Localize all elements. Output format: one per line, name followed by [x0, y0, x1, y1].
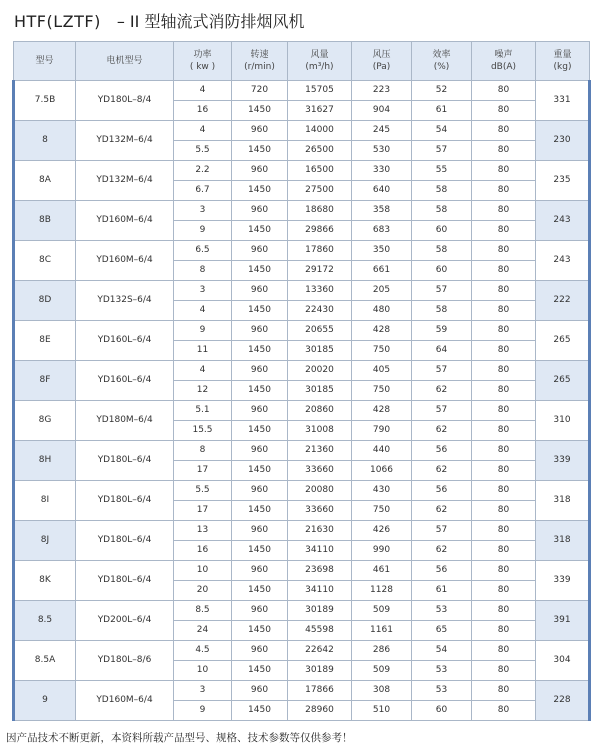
cell-noise: 80 — [472, 281, 536, 301]
cell-motor: YD180L–6/4 — [76, 481, 174, 521]
cell-speed: 960 — [232, 481, 288, 501]
table-row — [14, 561, 590, 581]
cell-efficiency: 57 — [412, 361, 472, 381]
cell-efficiency: 62 — [412, 501, 472, 521]
cell-power: 11 — [174, 341, 232, 361]
cell-noise: 80 — [472, 661, 536, 681]
cell-motor: YD160M–6/4 — [76, 241, 174, 281]
table-row — [14, 161, 590, 181]
cell-speed: 960 — [232, 281, 288, 301]
cell-power: 9 — [174, 701, 232, 721]
cell-pressure: 1161 — [352, 621, 412, 641]
header-noise — [472, 42, 536, 81]
cell-pressure: 461 — [352, 561, 412, 581]
cell-flow: 30189 — [288, 601, 352, 621]
cell-power: 3 — [174, 681, 232, 701]
cell-weight: 265 — [536, 361, 590, 401]
cell-pressure: 430 — [352, 481, 412, 501]
title-series: – II 型轴流式消防排烟风机 — [116, 12, 305, 31]
cell-noise: 80 — [472, 501, 536, 521]
cell-efficiency: 54 — [412, 641, 472, 661]
cell-motor: YD200L–6/4 — [76, 601, 174, 641]
cell-noise: 80 — [472, 381, 536, 401]
cell-speed: 1450 — [232, 501, 288, 521]
cell-power: 4 — [174, 301, 232, 321]
page-title — [14, 9, 304, 32]
cell-speed: 1450 — [232, 621, 288, 641]
cell-speed: 960 — [232, 521, 288, 541]
header-weight-label: 重量 — [553, 50, 572, 60]
cell-motor: YD132M–6/4 — [76, 161, 174, 201]
cell-flow: 33660 — [288, 461, 352, 481]
cell-power: 10 — [174, 661, 232, 681]
cell-motor: YD160M–6/4 — [76, 201, 174, 241]
cell-noise: 80 — [472, 641, 536, 661]
cell-efficiency: 57 — [412, 141, 472, 161]
cell-weight: 243 — [536, 241, 590, 281]
header-model — [14, 42, 76, 81]
cell-power: 2.2 — [174, 161, 232, 181]
cell-speed: 1450 — [232, 181, 288, 201]
cell-noise: 80 — [472, 481, 536, 501]
cell-weight: 310 — [536, 401, 590, 441]
cell-power: 6.5 — [174, 241, 232, 261]
cell-efficiency: 59 — [412, 321, 472, 341]
cell-pressure: 405 — [352, 361, 412, 381]
header-weight-unit: (kg) — [553, 62, 572, 72]
cell-pressure: 510 — [352, 701, 412, 721]
cell-noise: 80 — [472, 601, 536, 621]
cell-pressure: 509 — [352, 661, 412, 681]
footer-note: 因产品技术不断更新，本资料所载产品型号、规格、技术参数等仅供参考！ — [6, 732, 353, 744]
cell-power: 9 — [174, 221, 232, 241]
cell-pressure: 428 — [352, 321, 412, 341]
cell-flow: 30185 — [288, 381, 352, 401]
cell-noise: 80 — [472, 521, 536, 541]
cell-model: 8J — [14, 521, 76, 561]
cell-efficiency: 62 — [412, 421, 472, 441]
header-efficiency — [412, 42, 472, 81]
cell-speed: 1450 — [232, 661, 288, 681]
cell-motor: YD160L–6/4 — [76, 361, 174, 401]
cell-noise: 80 — [472, 401, 536, 421]
spec-table — [12, 41, 591, 721]
table-header-row — [14, 42, 590, 81]
cell-weight: 391 — [536, 601, 590, 641]
cell-weight: 331 — [536, 81, 590, 121]
cell-efficiency: 65 — [412, 621, 472, 641]
cell-pressure: 358 — [352, 201, 412, 221]
cell-weight: 243 — [536, 201, 590, 241]
cell-efficiency: 53 — [412, 681, 472, 701]
cell-efficiency: 62 — [412, 381, 472, 401]
header-motor — [76, 42, 174, 81]
cell-pressure: 205 — [352, 281, 412, 301]
cell-noise: 80 — [472, 141, 536, 161]
cell-power: 5.1 — [174, 401, 232, 421]
cell-noise: 80 — [472, 541, 536, 561]
cell-pressure: 904 — [352, 101, 412, 121]
cell-flow: 20860 — [288, 401, 352, 421]
cell-power: 4 — [174, 81, 232, 101]
cell-speed: 960 — [232, 161, 288, 181]
table-row — [14, 441, 590, 461]
cell-flow: 21360 — [288, 441, 352, 461]
cell-efficiency: 56 — [412, 481, 472, 501]
cell-noise: 80 — [472, 341, 536, 361]
cell-speed: 960 — [232, 201, 288, 221]
cell-speed: 1450 — [232, 141, 288, 161]
cell-efficiency: 58 — [412, 241, 472, 261]
cell-flow: 26500 — [288, 141, 352, 161]
header-motor-label: 电机型号 — [106, 56, 143, 66]
cell-power: 17 — [174, 461, 232, 481]
cell-efficiency: 60 — [412, 221, 472, 241]
cell-pressure: 426 — [352, 521, 412, 541]
cell-flow: 31627 — [288, 101, 352, 121]
cell-pressure: 661 — [352, 261, 412, 281]
cell-noise: 80 — [472, 81, 536, 101]
cell-flow: 18680 — [288, 201, 352, 221]
cell-flow: 30185 — [288, 341, 352, 361]
table-row — [14, 81, 590, 101]
cell-efficiency: 52 — [412, 81, 472, 101]
table-row — [14, 681, 590, 701]
cell-weight: 339 — [536, 561, 590, 601]
table-row — [14, 641, 590, 661]
cell-power: 13 — [174, 521, 232, 541]
cell-power: 3 — [174, 281, 232, 301]
cell-efficiency: 57 — [412, 521, 472, 541]
cell-efficiency: 62 — [412, 541, 472, 561]
cell-weight: 230 — [536, 121, 590, 161]
cell-weight: 228 — [536, 681, 590, 721]
cell-noise: 80 — [472, 201, 536, 221]
cell-power: 8.5 — [174, 601, 232, 621]
header-power-unit: ( kw ) — [189, 62, 216, 72]
cell-pressure: 640 — [352, 181, 412, 201]
cell-flow: 20080 — [288, 481, 352, 501]
cell-noise: 80 — [472, 181, 536, 201]
cell-speed: 1450 — [232, 541, 288, 561]
header-power — [174, 42, 232, 81]
cell-noise: 80 — [472, 561, 536, 581]
cell-efficiency: 53 — [412, 601, 472, 621]
cell-noise: 80 — [472, 361, 536, 381]
cell-noise: 80 — [472, 221, 536, 241]
cell-efficiency: 60 — [412, 701, 472, 721]
cell-flow: 22642 — [288, 641, 352, 661]
cell-pressure: 223 — [352, 81, 412, 101]
table-row — [14, 201, 590, 221]
cell-efficiency: 56 — [412, 561, 472, 581]
header-power-label: 功率 — [193, 50, 212, 60]
cell-flow: 13360 — [288, 281, 352, 301]
cell-flow: 14000 — [288, 121, 352, 141]
cell-pressure: 440 — [352, 441, 412, 461]
cell-pressure: 790 — [352, 421, 412, 441]
cell-efficiency: 55 — [412, 161, 472, 181]
cell-efficiency: 54 — [412, 121, 472, 141]
cell-flow: 34110 — [288, 541, 352, 561]
cell-speed: 1450 — [232, 101, 288, 121]
cell-flow: 34110 — [288, 581, 352, 601]
cell-weight: 222 — [536, 281, 590, 321]
table-row — [14, 521, 590, 541]
cell-flow: 31008 — [288, 421, 352, 441]
cell-efficiency: 56 — [412, 441, 472, 461]
cell-motor: YD160M–6/4 — [76, 681, 174, 721]
header-flow-unit: (m³/h) — [305, 62, 334, 72]
cell-efficiency: 57 — [412, 401, 472, 421]
cell-flow: 20655 — [288, 321, 352, 341]
cell-motor: YD180L–8/6 — [76, 641, 174, 681]
table-row — [14, 321, 590, 341]
cell-pressure: 530 — [352, 141, 412, 161]
table-row — [14, 601, 590, 621]
cell-efficiency: 62 — [412, 461, 472, 481]
cell-speed: 960 — [232, 361, 288, 381]
cell-noise: 80 — [472, 421, 536, 441]
cell-pressure: 509 — [352, 601, 412, 621]
cell-power: 16 — [174, 541, 232, 561]
header-model-label: 型号 — [35, 56, 54, 66]
cell-speed: 1450 — [232, 461, 288, 481]
cell-pressure: 750 — [352, 501, 412, 521]
cell-efficiency: 64 — [412, 341, 472, 361]
header-pressure — [352, 42, 412, 81]
cell-model: 8.5A — [14, 641, 76, 681]
cell-flow: 23698 — [288, 561, 352, 581]
table-row — [14, 281, 590, 301]
cell-flow: 33660 — [288, 501, 352, 521]
cell-power: 5.5 — [174, 481, 232, 501]
cell-speed: 1450 — [232, 341, 288, 361]
cell-speed: 960 — [232, 641, 288, 661]
cell-power: 15.5 — [174, 421, 232, 441]
cell-efficiency: 58 — [412, 181, 472, 201]
header-flow — [288, 42, 352, 81]
cell-power: 16 — [174, 101, 232, 121]
cell-noise: 80 — [472, 241, 536, 261]
cell-flow: 30189 — [288, 661, 352, 681]
table-row — [14, 121, 590, 141]
cell-motor: YD180M–6/4 — [76, 401, 174, 441]
cell-weight: 318 — [536, 481, 590, 521]
cell-efficiency: 53 — [412, 661, 472, 681]
cell-power: 9 — [174, 321, 232, 341]
cell-power: 3 — [174, 201, 232, 221]
header-weight — [536, 42, 590, 81]
cell-power: 12 — [174, 381, 232, 401]
cell-speed: 960 — [232, 561, 288, 581]
cell-motor: YD180L–6/4 — [76, 561, 174, 601]
cell-pressure: 330 — [352, 161, 412, 181]
cell-pressure: 350 — [352, 241, 412, 261]
cell-weight: 339 — [536, 441, 590, 481]
cell-power: 4 — [174, 121, 232, 141]
cell-flow: 27500 — [288, 181, 352, 201]
header-pressure-label: 风压 — [372, 50, 391, 60]
cell-pressure: 1128 — [352, 581, 412, 601]
cell-model: 8I — [14, 481, 76, 521]
header-noise-unit: dB(A) — [490, 62, 517, 72]
cell-model: 8E — [14, 321, 76, 361]
cell-pressure: 750 — [352, 341, 412, 361]
cell-speed: 1450 — [232, 381, 288, 401]
cell-power: 24 — [174, 621, 232, 641]
cell-power: 4.5 — [174, 641, 232, 661]
header-speed — [232, 42, 288, 81]
cell-efficiency: 61 — [412, 101, 472, 121]
cell-flow: 45598 — [288, 621, 352, 641]
cell-power: 17 — [174, 501, 232, 521]
cell-noise: 80 — [472, 101, 536, 121]
table-row — [14, 481, 590, 501]
cell-pressure: 245 — [352, 121, 412, 141]
cell-noise: 80 — [472, 461, 536, 481]
cell-motor: YD180L–6/4 — [76, 521, 174, 561]
cell-pressure: 286 — [352, 641, 412, 661]
cell-pressure: 1066 — [352, 461, 412, 481]
cell-model: 7.5B — [14, 81, 76, 121]
cell-model: 8 — [14, 121, 76, 161]
table-row — [14, 401, 590, 421]
cell-speed: 960 — [232, 441, 288, 461]
cell-speed: 720 — [232, 81, 288, 101]
header-flow-label: 风量 — [310, 50, 329, 60]
cell-weight: 318 — [536, 521, 590, 561]
cell-model: 9 — [14, 681, 76, 721]
cell-speed: 1450 — [232, 701, 288, 721]
cell-speed: 960 — [232, 681, 288, 701]
cell-model: 8B — [14, 201, 76, 241]
cell-speed: 1450 — [232, 221, 288, 241]
cell-model: 8K — [14, 561, 76, 601]
cell-pressure: 428 — [352, 401, 412, 421]
header-efficiency-unit: (%) — [433, 62, 450, 72]
cell-motor: YD160L–6/4 — [76, 321, 174, 361]
cell-flow: 22430 — [288, 301, 352, 321]
cell-speed: 1450 — [232, 301, 288, 321]
cell-model: 8C — [14, 241, 76, 281]
header-pressure-unit: (Pa) — [372, 62, 391, 72]
cell-model: 8F — [14, 361, 76, 401]
cell-flow: 28960 — [288, 701, 352, 721]
cell-motor: YD132M–6/4 — [76, 121, 174, 161]
cell-flow: 21630 — [288, 521, 352, 541]
cell-weight: 265 — [536, 321, 590, 361]
cell-noise: 80 — [472, 321, 536, 341]
cell-noise: 80 — [472, 441, 536, 461]
header-efficiency-label: 效率 — [432, 50, 451, 60]
table-row — [14, 361, 590, 381]
cell-noise: 80 — [472, 301, 536, 321]
cell-noise: 80 — [472, 681, 536, 701]
cell-speed: 960 — [232, 321, 288, 341]
header-speed-label: 转速 — [250, 50, 269, 60]
cell-model: 8H — [14, 441, 76, 481]
cell-speed: 1450 — [232, 581, 288, 601]
cell-model: 8A — [14, 161, 76, 201]
cell-speed: 960 — [232, 121, 288, 141]
cell-power: 6.7 — [174, 181, 232, 201]
title-model: HTF(LZTF) — [14, 12, 101, 31]
cell-efficiency: 60 — [412, 261, 472, 281]
cell-efficiency: 58 — [412, 201, 472, 221]
cell-speed: 960 — [232, 401, 288, 421]
cell-noise: 80 — [472, 621, 536, 641]
cell-flow: 20020 — [288, 361, 352, 381]
cell-flow: 17866 — [288, 681, 352, 701]
cell-model: 8.5 — [14, 601, 76, 641]
cell-weight: 304 — [536, 641, 590, 681]
table-row — [14, 241, 590, 261]
cell-motor: YD180L–6/4 — [76, 441, 174, 481]
cell-flow: 17860 — [288, 241, 352, 261]
cell-speed: 960 — [232, 241, 288, 261]
cell-power: 20 — [174, 581, 232, 601]
cell-power: 4 — [174, 361, 232, 381]
table-body — [14, 81, 590, 721]
cell-pressure: 480 — [352, 301, 412, 321]
cell-noise: 80 — [472, 161, 536, 181]
cell-flow: 29866 — [288, 221, 352, 241]
cell-noise: 80 — [472, 121, 536, 141]
cell-pressure: 750 — [352, 381, 412, 401]
cell-motor: YD132S–6/4 — [76, 281, 174, 321]
cell-power: 10 — [174, 561, 232, 581]
cell-pressure: 683 — [352, 221, 412, 241]
cell-flow: 29172 — [288, 261, 352, 281]
cell-pressure: 308 — [352, 681, 412, 701]
cell-power: 8 — [174, 441, 232, 461]
cell-noise: 80 — [472, 581, 536, 601]
cell-efficiency: 57 — [412, 281, 472, 301]
cell-power: 8 — [174, 261, 232, 281]
cell-efficiency: 58 — [412, 301, 472, 321]
cell-pressure: 990 — [352, 541, 412, 561]
cell-noise: 80 — [472, 701, 536, 721]
header-noise-label: 噪声 — [494, 50, 513, 60]
cell-power: 5.5 — [174, 141, 232, 161]
cell-motor: YD180L–8/4 — [76, 81, 174, 121]
cell-flow: 15705 — [288, 81, 352, 101]
cell-efficiency: 61 — [412, 581, 472, 601]
cell-model: 8D — [14, 281, 76, 321]
header-speed-unit: (r/min) — [244, 62, 275, 72]
cell-speed: 960 — [232, 601, 288, 621]
cell-noise: 80 — [472, 261, 536, 281]
cell-speed: 1450 — [232, 261, 288, 281]
cell-flow: 16500 — [288, 161, 352, 181]
cell-model: 8G — [14, 401, 76, 441]
cell-weight: 235 — [536, 161, 590, 201]
cell-speed: 1450 — [232, 421, 288, 441]
